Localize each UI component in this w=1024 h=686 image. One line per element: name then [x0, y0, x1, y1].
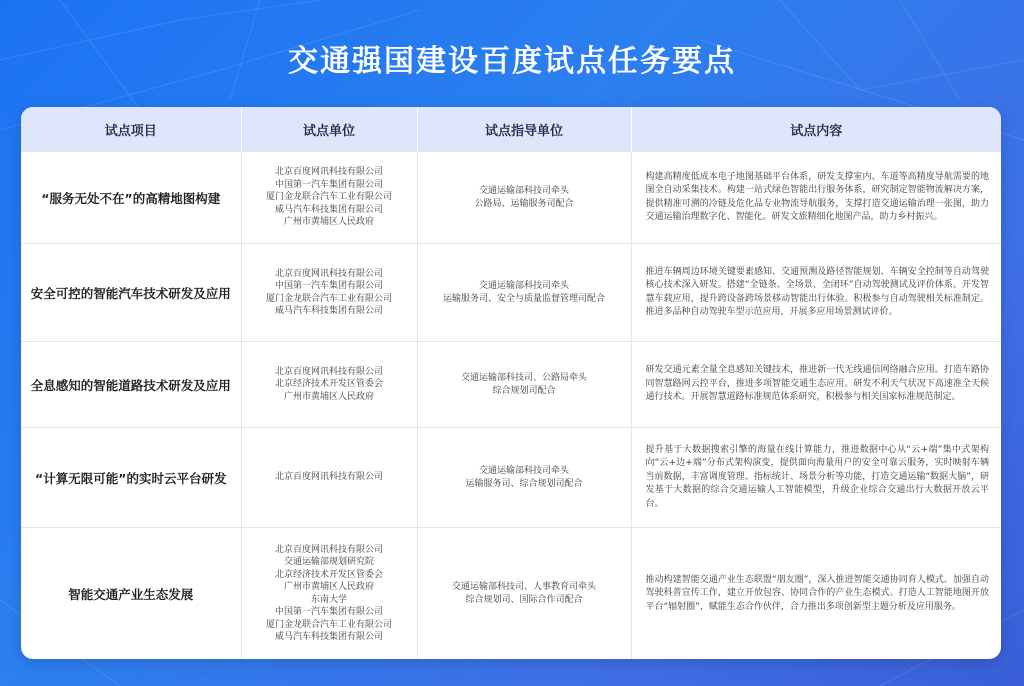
content-cell: 推动构建智能交通产业生态联盟“朋友圈”，深入推进智能交通协同育人模式。加强自动驾驶科普宣传工作，建立开放包容、协同合作的产业生态模式。打造人工智能地图开放平台“辐射圈”，赋能生态合作伙伴，合力推出多项创新型主题分析及应用服务。	[631, 528, 1001, 660]
content-cell: 提升基于大数据搜索引擎的海量在线计算能力，推进数据中心从“云+端”集中式架构向“云+边+端”分布式架构演变，提供面向海量用户的安全可靠云服务，实时映射车辆当前数据，丰富调度管理、指标统计、场景分析等功能，打造交通运输“数据大脑”，研发基于大数据的综合交通运输人工智能模型，升级企业综合交通出行大数据开放云平台。	[631, 428, 1001, 528]
unit-name: 北京百度网讯科技有限公司	[274, 544, 383, 555]
content-cell: 构建高精度低成本电子地图基础平台体系，研发支撑室内、车道等高精度导航需要的地图全自动采集技术。构建一站式绿色智能出行服务体系，研究制定智能物流解决方案，提供精准可溯的冷链及危化品专业物流导航服务，支撑打造交通运输治理一张图，助力交通运输治理数字化、智能化。研发文旅精细化地图产品，助力乡村振兴。	[631, 152, 1001, 244]
guide-unit-name: 交通运输部科技司牵头	[478, 281, 569, 291]
task-table-card	[21, 107, 1001, 659]
units-cell	[241, 428, 417, 528]
table-header-row	[21, 107, 1001, 152]
guide-unit-name: 交通运输部科技司牵头	[478, 466, 569, 476]
project-cell: “计算无限可能”的实时云平台研发	[21, 428, 241, 528]
unit-name: 厦门金龙联合汽车工业有限公司	[265, 293, 392, 304]
guide-cell	[417, 342, 631, 428]
header-guide: 试点指导单位	[417, 107, 631, 152]
units-cell	[241, 152, 417, 244]
project-cell: 智能交通产业生态发展	[21, 528, 241, 660]
unit-name: 北京百度网讯科技有限公司	[274, 268, 383, 279]
unit-name: 中国第一汽车集团有限公司	[274, 607, 383, 618]
unit-name: 厦门金龙联合汽车工业有限公司	[265, 192, 392, 203]
guide-unit-name: 公路局、运输服务司配合	[474, 198, 574, 209]
guide-unit-name: 运输服务司、安全与质量监督管理司配合	[442, 293, 605, 304]
guide-cell	[417, 428, 631, 528]
table-row	[21, 342, 1001, 428]
unit-name: 中国第一汽车集团有限公司	[274, 281, 383, 291]
table-row	[21, 244, 1001, 342]
guide-unit-name: 交通运输部科技司、人事教育司牵头	[451, 582, 596, 593]
guide-cell	[417, 244, 631, 342]
guide-unit-name: 交通运输部科技司牵头	[478, 186, 569, 196]
project-cell: “服务无处不在”的高精地图构建	[21, 152, 241, 244]
table-row	[21, 152, 1001, 244]
unit-name: 广州市黄埔区人民政府	[283, 391, 374, 402]
table-row	[21, 428, 1001, 528]
content-cell: 推进车辆周边环境关键要素感知、交通预测及路径智能规划、车辆安全控制等自动驾驶核心技术深入研发。搭建“全链条、全场景、全闭环”自动驾驶测试及评价体系。开发智慧车载应用，提升跨设备跨场景移动智能出行体验。积极参与自动驾驶相关标准制定。推进多品种自动驾驶车型示范应用，开展多应用场景测试评价。	[631, 244, 1001, 342]
unit-name: 威马汽车科技集团有限公司	[274, 204, 383, 215]
guide-unit-name: 综合规划司配合	[492, 385, 556, 396]
units-cell	[241, 528, 417, 660]
unit-name: 交通运输部规划研究院	[283, 557, 374, 568]
header-units: 试点单位	[241, 107, 417, 152]
unit-name: 威马汽车科技集团有限公司	[274, 306, 383, 316]
project-cell: 全息感知的智能道路技术研发及应用	[21, 342, 241, 428]
unit-name: 北京百度网讯科技有限公司	[274, 472, 383, 483]
guide-unit-name: 运输服务司、综合规划司配合	[465, 478, 583, 489]
unit-name: 广州市黄埔区人民政府	[283, 217, 374, 228]
task-table	[21, 107, 1001, 659]
unit-name: 北京经济技术开发区管委会	[274, 569, 383, 580]
header-project: 试点项目	[21, 107, 241, 152]
project-cell: 安全可控的智能汽车技术研发及应用	[21, 244, 241, 342]
unit-name: 北京百度网讯科技有限公司	[274, 167, 383, 178]
header-content: 试点内容	[631, 107, 1001, 152]
guide-cell	[417, 528, 631, 660]
guide-unit-name: 交通运输部科技司、公路局牵头	[460, 373, 587, 383]
guide-unit-name: 综合规划司、国际合作司配合	[465, 594, 583, 605]
table-body	[21, 152, 1001, 660]
unit-name: 东南大学	[310, 594, 347, 605]
unit-name: 北京百度网讯科技有限公司	[274, 366, 383, 377]
page-title: 交通强国建设百度试点任务要点	[288, 44, 736, 79]
units-cell	[241, 244, 417, 342]
unit-name: 威马汽车科技集团有限公司	[274, 632, 383, 643]
content-cell: 研发交通元素全量全息感知关键技术，推进新一代无线通信网络融合应用。打造车路协同智慧路网云控平台，推进多项智能交通生态应用。研发不利天气状况下高速准全天候通行技术。开展智慧道路标准规范体系研究，积极参与相关国家标准规范制定。	[631, 342, 1001, 428]
guide-cell	[417, 152, 631, 244]
unit-name: 广州市黄埔区人民政府	[283, 582, 374, 593]
table-row	[21, 528, 1001, 660]
unit-name: 北京经济技术开发区管委会	[274, 379, 383, 390]
unit-name: 中国第一汽车集团有限公司	[274, 179, 383, 190]
units-cell	[241, 342, 417, 428]
unit-name: 厦门金龙联合汽车工业有限公司	[265, 619, 392, 630]
